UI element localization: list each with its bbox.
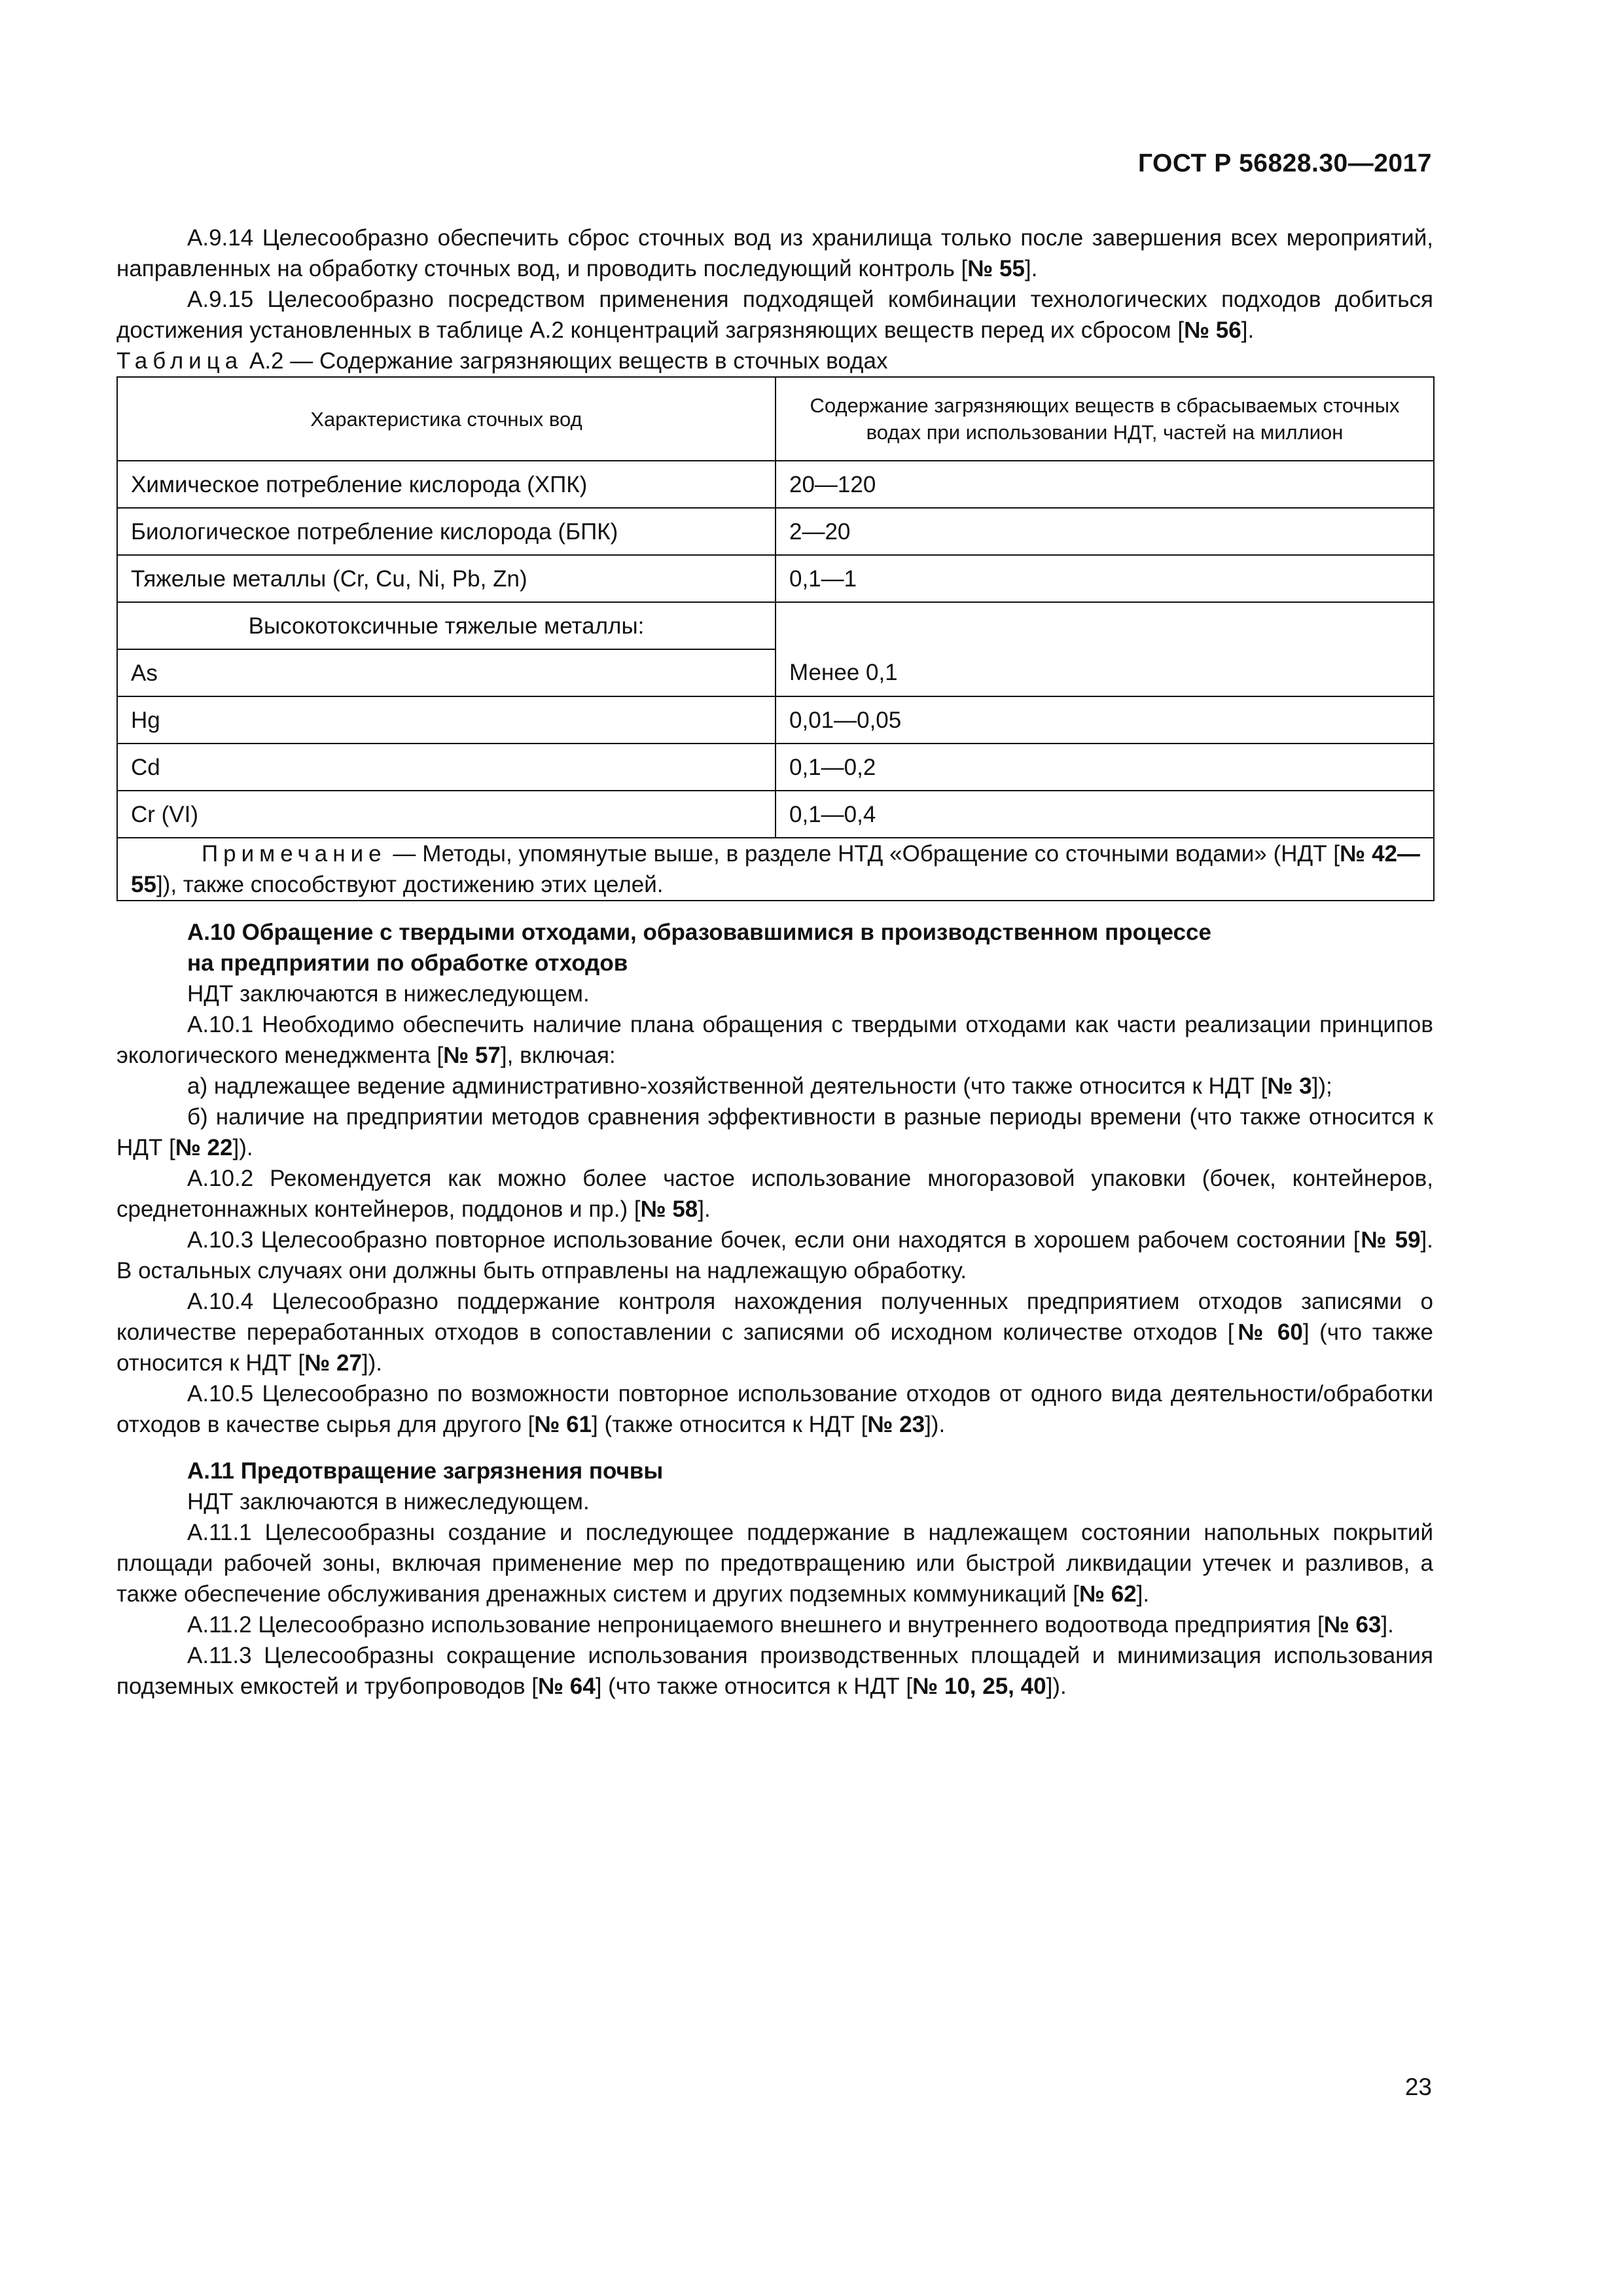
row-name: Тяжелые металлы (Cr, Cu, Ni, Pb, Zn) <box>117 555 776 602</box>
table-row <box>117 461 1434 508</box>
list-item-a: а) надлежащее ведение административно-хозяйственной деятельности (что также относится к НДТ [№ 3]); <box>187 1073 1332 1099</box>
table-group-header-row <box>117 602 1434 649</box>
table-header-row <box>117 377 1434 461</box>
table-row <box>117 508 1434 555</box>
paragraph-a9-15: А.9.15 Целесообразно посредством применения подходящей комбинации технологических подходов добиться достижения установленных в таблице А.2 концентраций загрязняющих веществ перед их сбросом [№ 56]. <box>116 287 1433 343</box>
row-name: Биологическое потребление кислорода (БПК) <box>117 508 776 555</box>
row-value: 0,01—0,05 <box>776 696 1434 744</box>
page-number: 23 <box>1404 2073 1432 2100</box>
row-name: Cr (VI) <box>117 791 776 838</box>
page-content <box>116 223 1433 1702</box>
pollutants-table <box>116 376 1435 901</box>
paragraph-a11-1: А.11.1 Целесообразны создание и последующее поддержание в надлежащем состоянии напольных покрытий площади рабочей зоны, включая применение мер по предотвращению или быстрой ликвидации утечек и разливов, а также обеспечение обслуживания дренажных систем и других подземных коммуникаций [№ 62]. <box>116 1520 1433 1607</box>
table-note-row <box>117 838 1434 901</box>
column-header-characteristic: Характеристика сточных вод <box>117 377 776 461</box>
row-name: Hg <box>117 696 776 744</box>
row-value: 20—120 <box>776 461 1434 508</box>
table-caption: Таблица А.2 — Содержание загрязняющих веществ в сточных водах <box>116 348 888 374</box>
paragraph-a10-4: А.10.4 Целесообразно поддержание контроля нахождения полученных предприятием отходов записями о количестве переработанных отходов в сопоставлении с записями об исходном количестве отходов [№ 60] (что также относится к НДТ [№ 27]). <box>116 1289 1434 1376</box>
table-row <box>117 791 1434 838</box>
column-header-content: Содержание загрязняющих веществ в сбрасываемых сточных водах при использовании НДТ, частей на миллион <box>776 377 1434 461</box>
paragraph-a9-14: А.9.14 Целесообразно обеспечить сброс сточных вод из хранилища только после завершения всех мероприятий, направленных на обработку сточных вод, и проводить последующий контроль [№ 55]. <box>116 225 1433 281</box>
section-a11-title: А.11 Предотвращение загрязнения почвы <box>187 1458 664 1484</box>
row-value: 0,1—0,4 <box>776 791 1434 838</box>
table-row <box>117 555 1434 602</box>
paragraph-a10-5: А.10.5 Целесообразно по возможности повторное использование отходов от одного вида деятельности/обработки отходов в качестве сырья для другого [№ 61] (также относится к НДТ [№ 23]). <box>116 1381 1433 1437</box>
row-value: 0,1—0,2 <box>776 744 1434 791</box>
paragraph-a10-3: А.10.3 Целесообразно повторное использование бочек, если они находятся в хорошем рабочем состоянии [№ 59]. В остальных случаях они должны быть отправлены на надлежащую обработку. <box>116 1227 1433 1283</box>
table-row <box>117 696 1434 744</box>
row-name: Химическое потребление кислорода (ХПК) <box>117 461 776 508</box>
section-a10-title: А.10 Обращение с твердыми отходами, образовавшимися в производственном процессе на предприятии по обработке отходов <box>187 920 1211 976</box>
paragraph-a11-2: А.11.2 Целесообразно использование непроницаемого внешнего и внутреннего водоотвода предприятия [№ 63]. <box>187 1612 1394 1638</box>
paragraph-a10-1: А.10.1 Необходимо обеспечить наличие плана обращения с твердыми отходами как части реализации принципов экологического менеджмента [№ 57], включая: <box>116 1012 1433 1068</box>
row-value: 2—20 <box>776 508 1434 555</box>
table-row <box>117 744 1434 791</box>
paragraph-a10-2: А.10.2 Рекомендуется как можно более частое использование многоразовой упаковки (бочек, контейнеров, среднетоннажных контейнеров, поддонов и пр.) [№ 58]. <box>116 1166 1433 1222</box>
row-value: 0,1—1 <box>776 555 1434 602</box>
document-code: ГОСТ Р 56828.30—2017 <box>1137 149 1432 177</box>
table-note: Примечание — Методы, упомянутые выше, в разделе НТД «Обращение со сточными водами» (НДТ [№ 42—55]), также способствуют достижению этих целей. <box>117 838 1434 901</box>
list-item-b: б) наличие на предприятии методов сравнения эффективности в разные периоды времени (что также относится к НДТ [№ 22]). <box>116 1104 1433 1160</box>
section-a10-intro: НДТ заключаются в нижеследующем. <box>187 981 590 1007</box>
section-a11-intro: НДТ заключаются в нижеследующем. <box>187 1489 590 1515</box>
row-name: Cd <box>117 744 776 791</box>
row-name: As <box>117 649 776 696</box>
row-value: Менее 0,1 <box>776 602 1434 696</box>
paragraph-a11-3: А.11.3 Целесообразны сокращение использования производственных площадей и минимизация использования подземных емкостей и трубопроводов [№ 64] (что также относится к НДТ [№ 10, 25, 40]). <box>116 1643 1433 1699</box>
group-header: Высокотоксичные тяжелые металлы: <box>117 602 776 649</box>
